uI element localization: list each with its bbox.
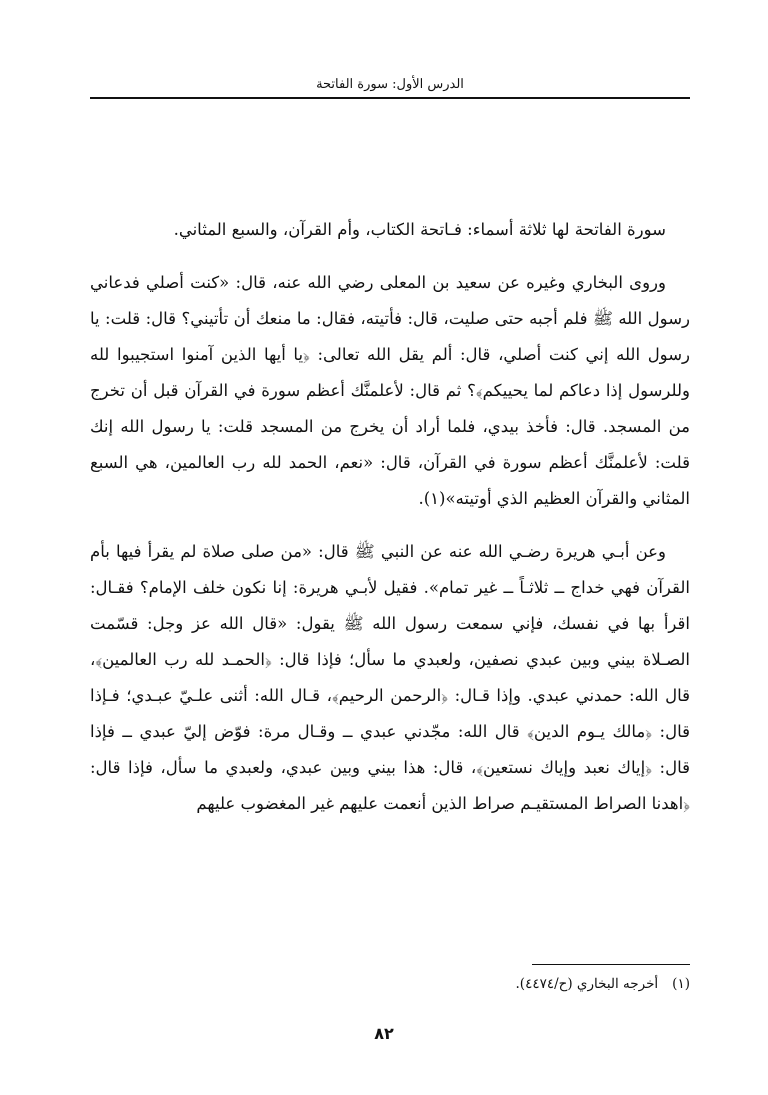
- footnote: [90, 974, 690, 994]
- main-text: [90, 212, 690, 822]
- footnote-marker: (١): [672, 976, 690, 992]
- running-header: الدرس الأول: سورة الفاتحة: [316, 77, 464, 92]
- paragraph-abu-hurayrah-hadith: وعن أبـي هريرة رضـي الله عنه عن النبي ﷺ قال: «من صلى صلاة لم يقرأ فيها بأم القرآن فهي خداج ــ ثلاثـاً ــ غير تمام». فقيل لأبـي هريرة: إنا نكون خلف الإمام؟ فقـال: اقرأ بها في نفسك، فإني سمعت رسول الله ﷺ يقول: «قال الله عز وجل: قسّمت الصـلاة بيني وبين عبدي نصفين، ولعبدي ما سأل؛ فإذا قال: ﴿الحمـد لله رب العالمين﴾، قال الله: حمدني عبدي. وإذا قـال: ﴿الرحمن الرحيم﴾، قـال الله: أثنى علـيّ عبـدي؛ فـإذا قال: ﴿مالك يـوم الدين﴾ قال الله: مجّدني عبدي ــ وقـال مرة: فوّض إليّ عبدي ــ فإذا قال: ﴿إياك نعبد وإياك نستعين﴾، قال: هذا بيني وبين عبدي، ولعبدي ما سأل، فإذا قال: ﴿اهدنا الصراط المستقيـم صراط الذين أنعمت عليهم غير المغضوب عليهم: [90, 542, 690, 813]
- paragraph-bukhari-hadith: وروى البخاري وغيره عن سعيد بن المعلى رضي الله عنه، قال: «كنت أصلي فدعاني رسول الله ﷺ فلم أجبه حتى صليت، قال: فأتيته، فقال: ما منعك أن تأتيني؟ قال: قلت: يا رسول الله إني كنت أصلي، قال: ألم يقل الله تعالى: ﴿يا أيها الذين آمنوا استجيبوا لله وللرسول إذا دعاكم لما يحييكم﴾؟ ثم قال: لأعلمنَّك أعظم سورة في القرآن قبل أن تخرج من المسجد. قال: فأخذ بيدي، فلما أراد أن يخرج من المسجد قلت: يا رسول الله إنك قلت: لأعلمنَّك أعظم سورة في القرآن، قال: «نعم، الحمد لله رب العالمين، هي السبع المثاني والقرآن العظيم الذي أوتيته»(١).: [90, 273, 690, 508]
- paragraph-names-of-fatiha: سورة الفاتحة لها ثلاثة أسماء: فـاتحة الكتاب، وأم القرآن، والسبع المثاني.: [173, 220, 666, 239]
- footnote-divider: [532, 964, 690, 965]
- footnote-text: أخرجه البخاري (ح/٤٤٧٤).: [515, 976, 659, 992]
- header-divider: [90, 97, 690, 99]
- page-number: ٨٢: [374, 1024, 394, 1043]
